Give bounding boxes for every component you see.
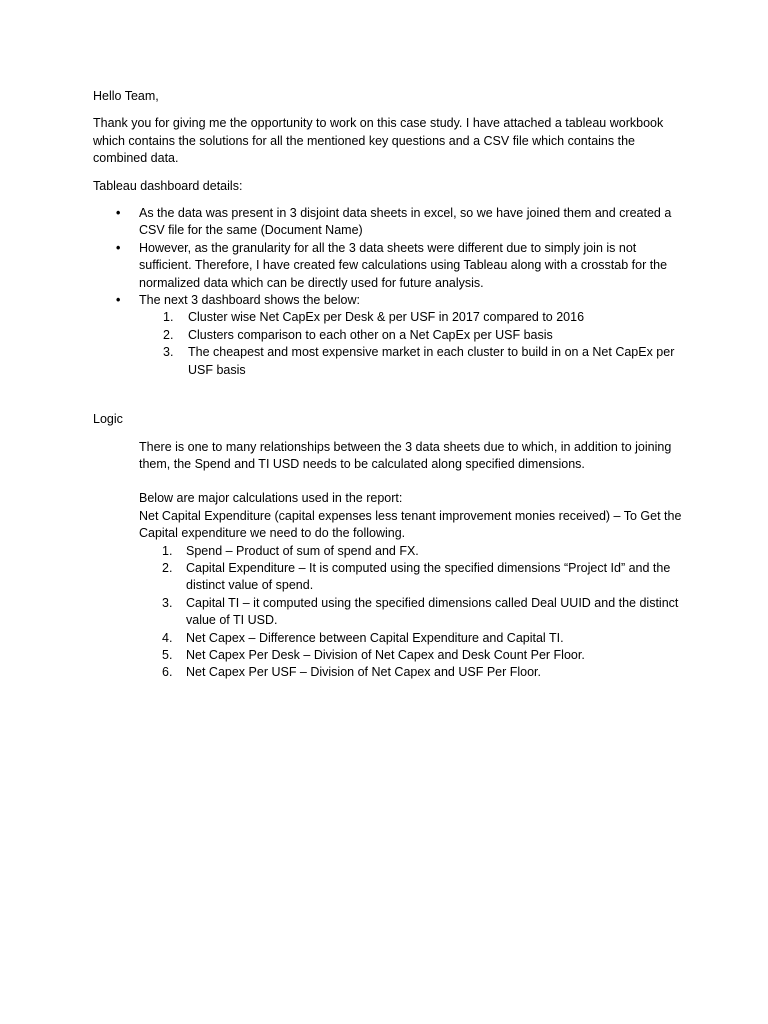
list-number: 3. [163,345,174,360]
dashboard-item-text: The cheapest and most expensive market in each cluster to build in on a Net CapEx per USF basis [188,345,675,377]
list-number: 4. [162,630,173,645]
logic-section [93,439,683,682]
calculation-text: Net Capex Per Desk – Division of Net Capex and Desk Count Per Floor. [186,647,585,662]
calculation-item [139,647,683,664]
bullet-icon: • [116,206,121,221]
dashboard-bullet-list [93,205,683,379]
dashboard-item [139,309,683,326]
calculation-item [139,664,683,681]
dashboard-item-text: Clusters comparison to each other on a Net CapEx per USF basis [188,327,553,342]
intro-paragraph: Thank you for giving me the opportunity to work on this case study. I have attached a tableau workbook which contains the solutions for all the mentioned key questions and a CSV file which contains the combined data. [93,116,664,166]
logic-intro: There is one to many relationships between the 3 data sheets due to which, in addition to joining them, the Spend and TI USD needs to be calculated along specified dimensions. [139,439,672,471]
greeting: Hello Team, [93,89,159,103]
calculation-text: Capital Expenditure – It is computed using the specified dimensions “Project Id” and the distinct value of spend. [186,560,671,593]
calc-intro-line: Below are major calculations used in the report: [139,491,403,506]
list-number: 2. [162,560,173,575]
list-number: 3. [162,595,173,610]
calculation-item [139,543,683,560]
bullet-text: The next 3 dashboard shows the below: [139,293,360,308]
calculation-item [139,560,683,595]
calculation-item [139,595,683,630]
bullet-item [93,205,683,240]
logic-heading: Logic [93,412,123,427]
section-gap [93,379,683,411]
list-number: 1. [162,543,173,558]
blank-line [139,473,683,490]
calculation-text: Net Capex – Difference between Capital Expenditure and Capital TI. [186,630,564,645]
calc-intro-definition: Net Capital Expenditure (capital expenses less tenant improvement monies received) – To Get the Capital expenditure we need to do the following. [139,508,682,541]
dashboard-heading: Tableau dashboard details: [93,178,243,193]
calculation-text: Net Capex Per USF – Division of Net Capex and USF Per Floor. [186,665,542,680]
list-number: 2. [163,327,174,342]
bullet-icon: • [116,240,121,255]
list-number: 6. [162,665,173,680]
bullet-item [93,240,683,292]
bullet-text: However, as the granularity for all the 3 data sheets were different due to simply join is not sufficient. Therefore, I have created few calculations using Tableau along with a crosstab for the normalized data which can be directly used for future analysis. [139,240,668,290]
document-page [93,88,683,682]
list-number: 5. [162,647,173,662]
dashboard-item-text: Cluster wise Net CapEx per Desk & per USF in 2017 compared to 2016 [188,310,585,325]
bullet-item [93,292,683,379]
dashboard-numbered-list [139,309,683,379]
calculation-text: Spend – Product of sum of spend and FX. [186,543,419,558]
bullet-icon: • [116,293,121,308]
dashboard-item [139,327,683,344]
calculation-text: Capital TI – it computed using the specified dimensions called Deal UUID and the distinct value of TI USD. [186,595,679,628]
calculation-item [139,630,683,647]
list-number: 1. [163,310,174,325]
calculation-list [139,543,683,682]
bullet-text: As the data was present in 3 disjoint data sheets in excel, so we have joined them and created a CSV file for the same (Document Name) [139,206,672,238]
dashboard-item [139,344,683,379]
